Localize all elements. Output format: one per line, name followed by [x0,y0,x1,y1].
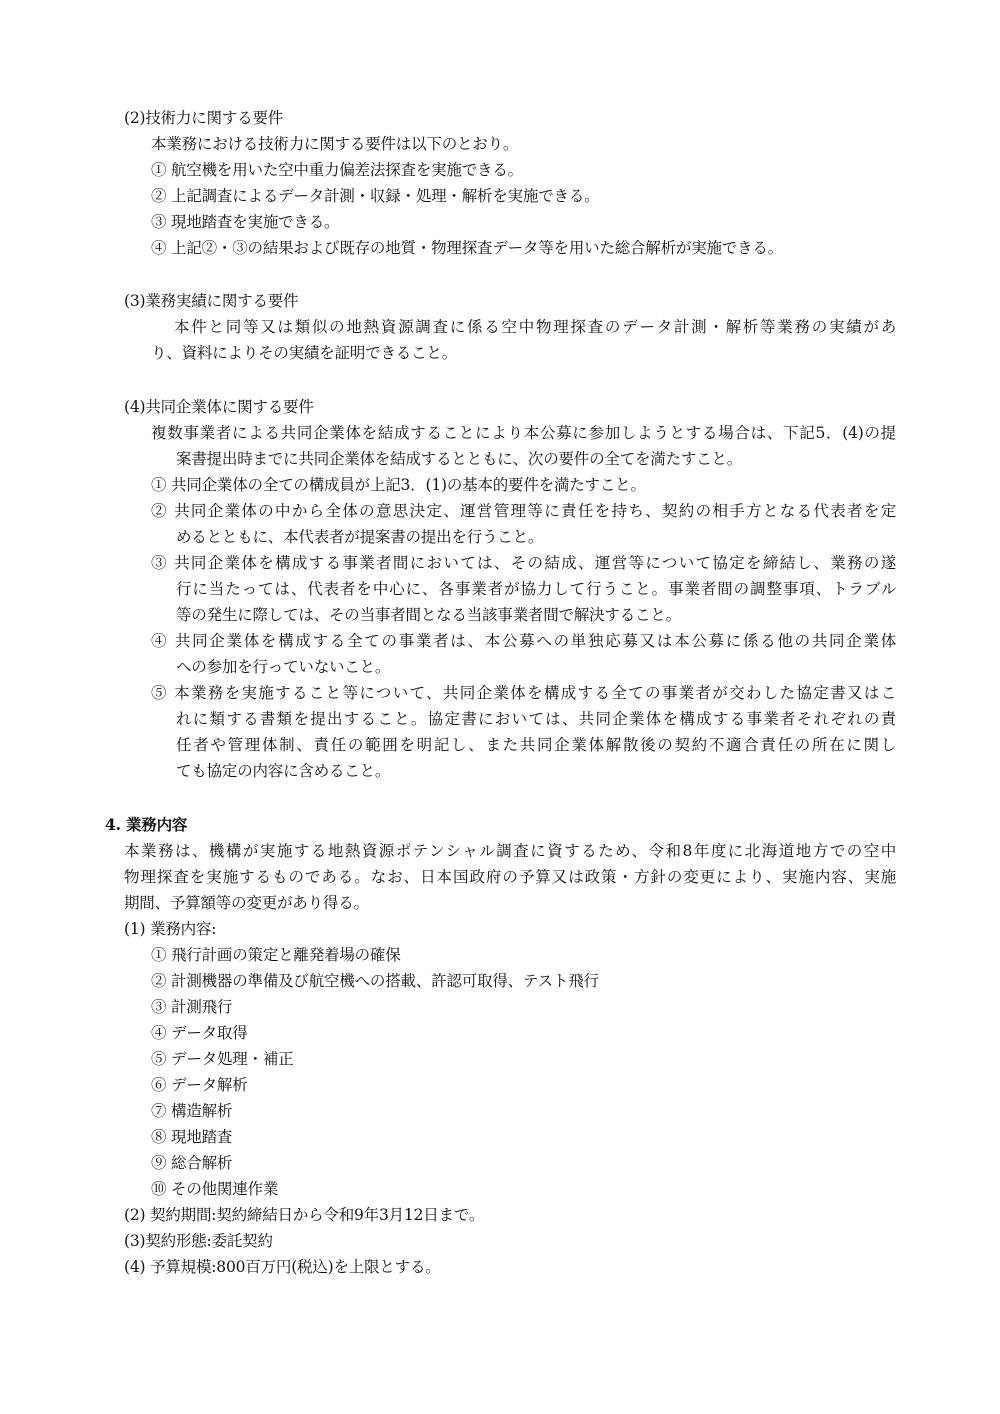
section-heading-technical: (2)技術力に関する要件 [124,109,284,127]
section-heading-joint-venture: (4)共同企業体に関する要件 [124,398,314,416]
list-item-technical-1: ① 航空機を用いた空中重力偏差法探査を実施できる。 [151,161,523,179]
list-item-jv-3-cont: 等の発生に際しては、その当事者間となる当該事業者間で解決すること。 [176,606,681,624]
task-item: ④ データ取得 [151,1024,248,1042]
task-item: ⑨ 総合解析 [151,1154,233,1172]
paragraph-line: 複数事業者による共同企業体を結成することにより本公募に参加しようとする場合は、下記5．(4)の提 [151,424,896,442]
list-item-jv-4: ④ 共同企業体を構成する全ての事業者は、本公募への単独応募又は本公募に係る他の共同企業体 [151,632,896,650]
list-item-jv-1: ① 共同企業体の全ての構成員が上記3．(1)の基本的要件を満たすこと。 [151,476,646,494]
list-item-jv-5-cont: れに類する書類を提出すること。協定書においては、共同企業体を構成する事業者それぞれの責 [176,710,896,728]
section-intro-technical: 本業務における技術力に関する要件は以下のとおり。 [151,135,519,153]
task-item: ② 計測機器の準備及び航空機への搭載、許認可取得、テスト飛行 [151,972,599,990]
list-item-jv-3-cont: 行に当たっては、代表者を中心に、各事業者が協力して行うこと。事業者間の調整事項、トラブル [176,580,896,598]
chapter-heading: 4. 業務内容 [105,815,188,834]
list-item-jv-2: ② 共同企業体の中から全体の意思決定、運営管理等に責任を持ち、契約の相手方となる代表者を定 [151,502,896,520]
task-item: ⑥ データ解析 [151,1076,248,1094]
task-item: ⑦ 構造解析 [151,1102,233,1120]
paragraph-line: り、資料によりその実績を証明できること。 [151,344,458,362]
paragraph-line: 期間、予算額等の変更があり得る。 [124,894,369,912]
list-item-technical-2: ② 上記調査によるデータ計測・収録・処理・解析を実施できる。 [151,187,600,205]
list-item-jv-5: ⑤ 本業務を実施すること等について、共同企業体を構成する全ての事業者が交わした協定書又はこ [151,684,896,702]
paragraph-line: 案書提出時までに共同企業体を結成するとともに、次の要件の全てを満たすこと。 [176,450,743,468]
task-item: ⑧ 現地踏査 [151,1128,233,1146]
task-item: ⑩ その他関連作業 [151,1180,279,1198]
list-item-jv-2-cont: めるとともに、本代表者が提案書の提出を行うこと。 [176,528,544,546]
section-heading-track-record: (3)業務実績に関する要件 [124,292,299,310]
list-item-jv-3: ③ 共同企業体を構成する事業者間においては、その結成、運営等について協定を締結し、業務の遂 [151,554,896,572]
paragraph-line: 物理探査を実施するものである。なお、日本国政府の予算又は政策・方針の変更により、実施内容、実施 [124,868,896,886]
list-item-technical-4: ④ 上記②・③の結果および既存の地質・物理探査データ等を用いた総合解析が実施できる。 [151,239,784,257]
subsection-heading-tasks: (1) 業務内容: [124,920,217,938]
list-item-jv-4-cont: への参加を行っていないこと。 [176,658,391,676]
paragraph-line: 本業務は、機構が実施する地熱資源ポテンシャル調査に資するため、令和8年度に北海道地方での空中 [124,842,896,860]
list-item-technical-3: ③ 現地踏査を実施できる。 [151,213,340,231]
paragraph-line: 本件と同等又は類似の地熱資源調査に係る空中物理探査のデータ計測・解析等業務の実績があ [174,318,896,336]
list-item-jv-5-cont: ても協定の内容に含めること。 [176,762,391,780]
list-item-jv-5-cont: 任者や管理体制、責任の範囲を明記し、また共同企業体解散後の契約不適合責任の所在に関し [176,736,896,754]
task-item: ① 飛行計画の策定と離発着場の確保 [151,946,401,964]
contract-period: (2) 契約期間:契約締結日から令和9年3月12日まで。 [124,1206,485,1224]
budget-scale: (4) 予算規模:800百万円(税込)を上限とする。 [124,1258,441,1276]
task-item: ⑤ データ処理・補正 [151,1050,294,1068]
contract-type: (3)契約形態:委託契約 [124,1232,273,1250]
task-item: ③ 計測飛行 [151,998,233,1016]
